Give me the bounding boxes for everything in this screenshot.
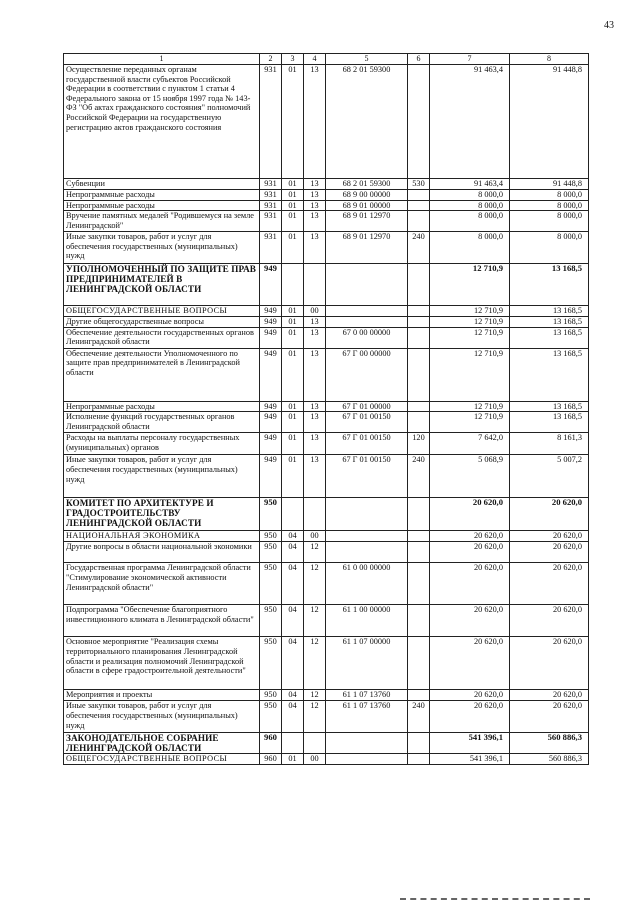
- row-ministry-code: 949: [260, 327, 282, 348]
- row-amount-year1: 12 710,9: [430, 306, 510, 317]
- row-amount-year1: 91 463,4: [430, 65, 510, 179]
- row-expense-type: [408, 563, 430, 605]
- row-subsection: 12: [304, 605, 326, 637]
- row-name: Мероприятия и проекты: [64, 690, 260, 701]
- row-amount-year1: 20 620,0: [430, 531, 510, 542]
- row-amount-year2: 91 448,8: [510, 179, 589, 190]
- row-name: Вручение памятных медалей "Родившемуся на земле Ленинградской": [64, 211, 260, 232]
- row-expense-type: [408, 200, 430, 211]
- table-row: [64, 327, 589, 348]
- row-expense-type: [408, 190, 430, 201]
- row-amount-year2: 20 620,0: [510, 690, 589, 701]
- table-row: [64, 605, 589, 637]
- row-amount-year1: 20 620,0: [430, 498, 510, 531]
- row-ministry-code: 949: [260, 306, 282, 317]
- row-subsection: 13: [304, 317, 326, 328]
- row-amount-year2: 20 620,0: [510, 542, 589, 563]
- row-subsection: 00: [304, 306, 326, 317]
- table-row: [64, 211, 589, 232]
- row-expense-type: [408, 542, 430, 563]
- row-subsection: 13: [304, 401, 326, 412]
- row-amount-year2: 560 886,3: [510, 754, 589, 765]
- row-expense-type: [408, 412, 430, 433]
- row-target-article: [326, 306, 408, 317]
- row-subsection: 13: [304, 348, 326, 401]
- row-amount-year2: 8 000,0: [510, 232, 589, 264]
- row-ministry-code: 949: [260, 455, 282, 498]
- row-name: Субвенции: [64, 179, 260, 190]
- row-ministry-code: 949: [260, 401, 282, 412]
- row-target-article: 68 2 01 59300: [326, 179, 408, 190]
- row-amount-year1: 541 396,1: [430, 754, 510, 765]
- row-subsection: 13: [304, 179, 326, 190]
- row-expense-type: [408, 264, 430, 306]
- row-target-article: [326, 317, 408, 328]
- row-section: [282, 733, 304, 754]
- row-ministry-code: 950: [260, 701, 282, 733]
- row-amount-year2: 13 168,5: [510, 306, 589, 317]
- row-name: Иные закупки товаров, работ и услуг для обеспечения государственных (муниципальных) нужд: [64, 232, 260, 264]
- row-expense-type: [408, 754, 430, 765]
- row-section: 01: [282, 317, 304, 328]
- row-target-article: [326, 531, 408, 542]
- table-row: [64, 179, 589, 190]
- row-ministry-code: 960: [260, 754, 282, 765]
- table-row: [64, 264, 589, 306]
- table-row: [64, 690, 589, 701]
- table-row: [64, 232, 589, 264]
- row-name: Исполнение функций государственных органов Ленинградской области: [64, 412, 260, 433]
- row-section: 04: [282, 605, 304, 637]
- row-expense-type: [408, 348, 430, 401]
- row-section: 04: [282, 701, 304, 733]
- row-amount-year1: 541 396,1: [430, 733, 510, 754]
- row-expense-type: [408, 498, 430, 531]
- row-amount-year1: 8 000,0: [430, 190, 510, 201]
- row-subsection: 13: [304, 455, 326, 498]
- row-name: Основное мероприятие "Реализация схемы территориального планирования Ленинградской области и реализация полномочий Ленинградской области в сфере градостроительной деятельности": [64, 637, 260, 690]
- row-section: 04: [282, 542, 304, 563]
- row-name: Непрограммные расходы: [64, 401, 260, 412]
- row-target-article: 61 1 07 00000: [326, 637, 408, 690]
- row-amount-year1: 20 620,0: [430, 701, 510, 733]
- row-name: ОБЩЕГОСУДАРСТВЕННЫЕ ВОПРОСЫ: [64, 754, 260, 765]
- row-expense-type: 120: [408, 433, 430, 455]
- row-amount-year2: 91 448,8: [510, 65, 589, 179]
- row-name: УПОЛНОМОЧЕННЫЙ ПО ЗАЩИТЕ ПРАВ ПРЕДПРИНИМАТЕЛЕЙ В ЛЕНИНГРАДСКОЙ ОБЛАСТИ: [64, 264, 260, 306]
- row-expense-type: [408, 531, 430, 542]
- table-row: [64, 348, 589, 401]
- row-section: 01: [282, 179, 304, 190]
- row-amount-year2: 13 168,5: [510, 327, 589, 348]
- header-cell: 1: [64, 54, 260, 65]
- row-amount-year1: 20 620,0: [430, 542, 510, 563]
- row-target-article: 67 Г 01 00150: [326, 455, 408, 498]
- row-section: 01: [282, 232, 304, 264]
- row-amount-year2: 20 620,0: [510, 701, 589, 733]
- row-amount-year1: 12 710,9: [430, 412, 510, 433]
- row-section: 04: [282, 531, 304, 542]
- row-ministry-code: 950: [260, 690, 282, 701]
- row-section: 01: [282, 348, 304, 401]
- row-expense-type: [408, 65, 430, 179]
- row-section: 01: [282, 401, 304, 412]
- row-amount-year2: 8 000,0: [510, 190, 589, 201]
- row-subsection: 12: [304, 637, 326, 690]
- row-name: ОБЩЕГОСУДАРСТВЕННЫЕ ВОПРОСЫ: [64, 306, 260, 317]
- row-name: Непрограммные расходы: [64, 200, 260, 211]
- row-amount-year2: 8 000,0: [510, 200, 589, 211]
- row-expense-type: [408, 690, 430, 701]
- row-amount-year1: 20 620,0: [430, 637, 510, 690]
- page-number: 43: [604, 20, 614, 31]
- row-ministry-code: 950: [260, 531, 282, 542]
- table-row: [64, 498, 589, 531]
- row-name: Иные закупки товаров, работ и услуг для обеспечения государственных (муниципальных) нужд: [64, 701, 260, 733]
- row-amount-year1: 12 710,9: [430, 401, 510, 412]
- row-target-article: [326, 498, 408, 531]
- row-amount-year2: 13 168,5: [510, 264, 589, 306]
- table-row: [64, 412, 589, 433]
- row-subsection: 12: [304, 563, 326, 605]
- page-edge-mark: [400, 898, 590, 900]
- row-ministry-code: 931: [260, 65, 282, 179]
- row-amount-year1: 12 710,9: [430, 317, 510, 328]
- row-amount-year1: 8 000,0: [430, 200, 510, 211]
- row-amount-year2: 8 161,3: [510, 433, 589, 455]
- row-ministry-code: 950: [260, 498, 282, 531]
- table-row: [64, 306, 589, 317]
- row-section: 01: [282, 412, 304, 433]
- row-subsection: 13: [304, 232, 326, 264]
- header-cell: 4: [304, 54, 326, 65]
- row-expense-type: [408, 211, 430, 232]
- row-subsection: 13: [304, 65, 326, 179]
- row-amount-year2: 20 620,0: [510, 637, 589, 690]
- row-amount-year1: 12 710,9: [430, 348, 510, 401]
- table-row: [64, 401, 589, 412]
- row-target-article: 61 1 00 00000: [326, 605, 408, 637]
- row-target-article: 67 Г 01 00150: [326, 412, 408, 433]
- table-row: [64, 733, 589, 754]
- row-subsection: 13: [304, 211, 326, 232]
- row-ministry-code: 949: [260, 412, 282, 433]
- row-amount-year2: 13 168,5: [510, 348, 589, 401]
- row-amount-year1: 20 620,0: [430, 563, 510, 605]
- row-target-article: [326, 542, 408, 563]
- row-subsection: 13: [304, 190, 326, 201]
- row-amount-year1: 12 710,9: [430, 327, 510, 348]
- row-name: Обеспечение деятельности государственных органов Ленинградской области: [64, 327, 260, 348]
- row-name: Расходы на выплаты персоналу государственных (муниципальных) органов: [64, 433, 260, 455]
- row-subsection: [304, 264, 326, 306]
- row-name: Непрограммные расходы: [64, 190, 260, 201]
- table-row: [64, 701, 589, 733]
- row-amount-year2: 13 168,5: [510, 412, 589, 433]
- row-ministry-code: 931: [260, 200, 282, 211]
- row-section: [282, 264, 304, 306]
- row-subsection: 00: [304, 531, 326, 542]
- header-cell: 3: [282, 54, 304, 65]
- row-amount-year2: 20 620,0: [510, 531, 589, 542]
- row-target-article: 61 0 00 00000: [326, 563, 408, 605]
- row-name: Государственная программа Ленинградской области "Стимулирование экономической активности Ленинградской области": [64, 563, 260, 605]
- row-section: 01: [282, 754, 304, 765]
- table-row: [64, 563, 589, 605]
- row-target-article: 67 Г 00 00000: [326, 348, 408, 401]
- row-amount-year1: 91 463,4: [430, 179, 510, 190]
- row-section: 01: [282, 211, 304, 232]
- row-amount-year1: 7 642,0: [430, 433, 510, 455]
- row-name: КОМИТЕТ ПО АРХИТЕКТУРЕ И ГРАДОСТРОИТЕЛЬСТВУ ЛЕНИНГРАДСКОЙ ОБЛАСТИ: [64, 498, 260, 531]
- row-target-article: 68 9 01 12970: [326, 211, 408, 232]
- row-ministry-code: 950: [260, 563, 282, 605]
- row-ministry-code: 960: [260, 733, 282, 754]
- row-ministry-code: 949: [260, 264, 282, 306]
- row-section: 04: [282, 690, 304, 701]
- row-amount-year2: 13 168,5: [510, 317, 589, 328]
- row-amount-year1: 8 000,0: [430, 232, 510, 264]
- row-amount-year2: 5 007,2: [510, 455, 589, 498]
- row-subsection: 13: [304, 433, 326, 455]
- row-section: 01: [282, 433, 304, 455]
- row-target-article: 61 1 07 13760: [326, 701, 408, 733]
- row-amount-year1: 20 620,0: [430, 690, 510, 701]
- row-name: Подпрограмма "Обеспечение благоприятного инвестиционного климата в Ленинградской области": [64, 605, 260, 637]
- table-row: [64, 65, 589, 179]
- row-target-article: 68 2 01 59300: [326, 65, 408, 179]
- row-target-article: [326, 264, 408, 306]
- row-target-article: 67 Г 01 00000: [326, 401, 408, 412]
- row-target-article: 68 9 01 12970: [326, 232, 408, 264]
- row-expense-type: 530: [408, 179, 430, 190]
- row-name: Осуществление переданных органам государственной власти субъектов Российской Федерации в соответствии с пунктом 1 статьи 4 Федерального закона от 15 ноября 1997 года № 143-ФЗ "Об актах гражданского состояния" полномочий Российской Федерации на государственную регистрацию актов гражданского состояния: [64, 65, 260, 179]
- row-section: 04: [282, 563, 304, 605]
- row-section: 01: [282, 455, 304, 498]
- table-row: [64, 637, 589, 690]
- table-row: [64, 433, 589, 455]
- table-header-row: [64, 54, 589, 65]
- header-cell: 5: [326, 54, 408, 65]
- header-cell: 8: [510, 54, 589, 65]
- header-cell: 6: [408, 54, 430, 65]
- row-name: Другие вопросы в области национальной экономики: [64, 542, 260, 563]
- row-subsection: 12: [304, 701, 326, 733]
- row-expense-type: [408, 317, 430, 328]
- row-subsection: [304, 498, 326, 531]
- budget-table: [63, 53, 589, 765]
- row-expense-type: 240: [408, 701, 430, 733]
- table-row: [64, 531, 589, 542]
- row-section: 01: [282, 190, 304, 201]
- row-amount-year1: 8 000,0: [430, 211, 510, 232]
- table-row: [64, 190, 589, 201]
- row-expense-type: [408, 327, 430, 348]
- row-ministry-code: 949: [260, 348, 282, 401]
- row-section: 01: [282, 327, 304, 348]
- row-expense-type: [408, 306, 430, 317]
- row-ministry-code: 949: [260, 317, 282, 328]
- table-row: [64, 317, 589, 328]
- row-amount-year1: 5 068,9: [430, 455, 510, 498]
- row-subsection: 00: [304, 754, 326, 765]
- row-section: 01: [282, 200, 304, 211]
- row-amount-year2: 560 886,3: [510, 733, 589, 754]
- row-amount-year2: 20 620,0: [510, 563, 589, 605]
- row-ministry-code: 950: [260, 605, 282, 637]
- row-subsection: 13: [304, 327, 326, 348]
- row-name: ЗАКОНОДАТЕЛЬНОЕ СОБРАНИЕ ЛЕНИНГРАДСКОЙ ОБЛАСТИ: [64, 733, 260, 754]
- row-name: Обеспечение деятельности Уполномоченного по защите прав предпринимателей в Ленинградской области: [64, 348, 260, 401]
- row-expense-type: [408, 605, 430, 637]
- row-amount-year1: 12 710,9: [430, 264, 510, 306]
- row-ministry-code: 931: [260, 179, 282, 190]
- row-name: НАЦИОНАЛЬНАЯ ЭКОНОМИКА: [64, 531, 260, 542]
- table-row: [64, 754, 589, 765]
- row-target-article: 68 9 00 00000: [326, 190, 408, 201]
- row-subsection: 13: [304, 200, 326, 211]
- row-target-article: [326, 754, 408, 765]
- header-cell: 2: [260, 54, 282, 65]
- row-expense-type: [408, 733, 430, 754]
- row-target-article: 61 1 07 13760: [326, 690, 408, 701]
- row-target-article: 67 0 00 00000: [326, 327, 408, 348]
- row-subsection: [304, 733, 326, 754]
- row-expense-type: [408, 637, 430, 690]
- row-target-article: [326, 733, 408, 754]
- row-ministry-code: 931: [260, 232, 282, 264]
- row-name: Иные закупки товаров, работ и услуг для обеспечения государственных (муниципальных) нужд: [64, 455, 260, 498]
- row-section: 01: [282, 65, 304, 179]
- row-subsection: 13: [304, 412, 326, 433]
- table-row: [64, 200, 589, 211]
- row-expense-type: 240: [408, 455, 430, 498]
- row-section: 04: [282, 637, 304, 690]
- row-target-article: 67 Г 01 00150: [326, 433, 408, 455]
- header-cell: 7: [430, 54, 510, 65]
- table-row: [64, 542, 589, 563]
- row-ministry-code: 931: [260, 211, 282, 232]
- row-ministry-code: 950: [260, 637, 282, 690]
- row-section: [282, 498, 304, 531]
- row-amount-year2: 20 620,0: [510, 498, 589, 531]
- row-amount-year1: 20 620,0: [430, 605, 510, 637]
- row-amount-year2: 13 168,5: [510, 401, 589, 412]
- row-ministry-code: 950: [260, 542, 282, 563]
- row-target-article: 68 9 01 00000: [326, 200, 408, 211]
- row-ministry-code: 949: [260, 433, 282, 455]
- row-section: 01: [282, 306, 304, 317]
- row-subsection: 12: [304, 542, 326, 563]
- table-row: [64, 455, 589, 498]
- row-expense-type: [408, 401, 430, 412]
- row-name: Другие общегосударственные вопросы: [64, 317, 260, 328]
- row-amount-year2: 20 620,0: [510, 605, 589, 637]
- row-ministry-code: 931: [260, 190, 282, 201]
- row-amount-year2: 8 000,0: [510, 211, 589, 232]
- row-expense-type: 240: [408, 232, 430, 264]
- row-subsection: 12: [304, 690, 326, 701]
